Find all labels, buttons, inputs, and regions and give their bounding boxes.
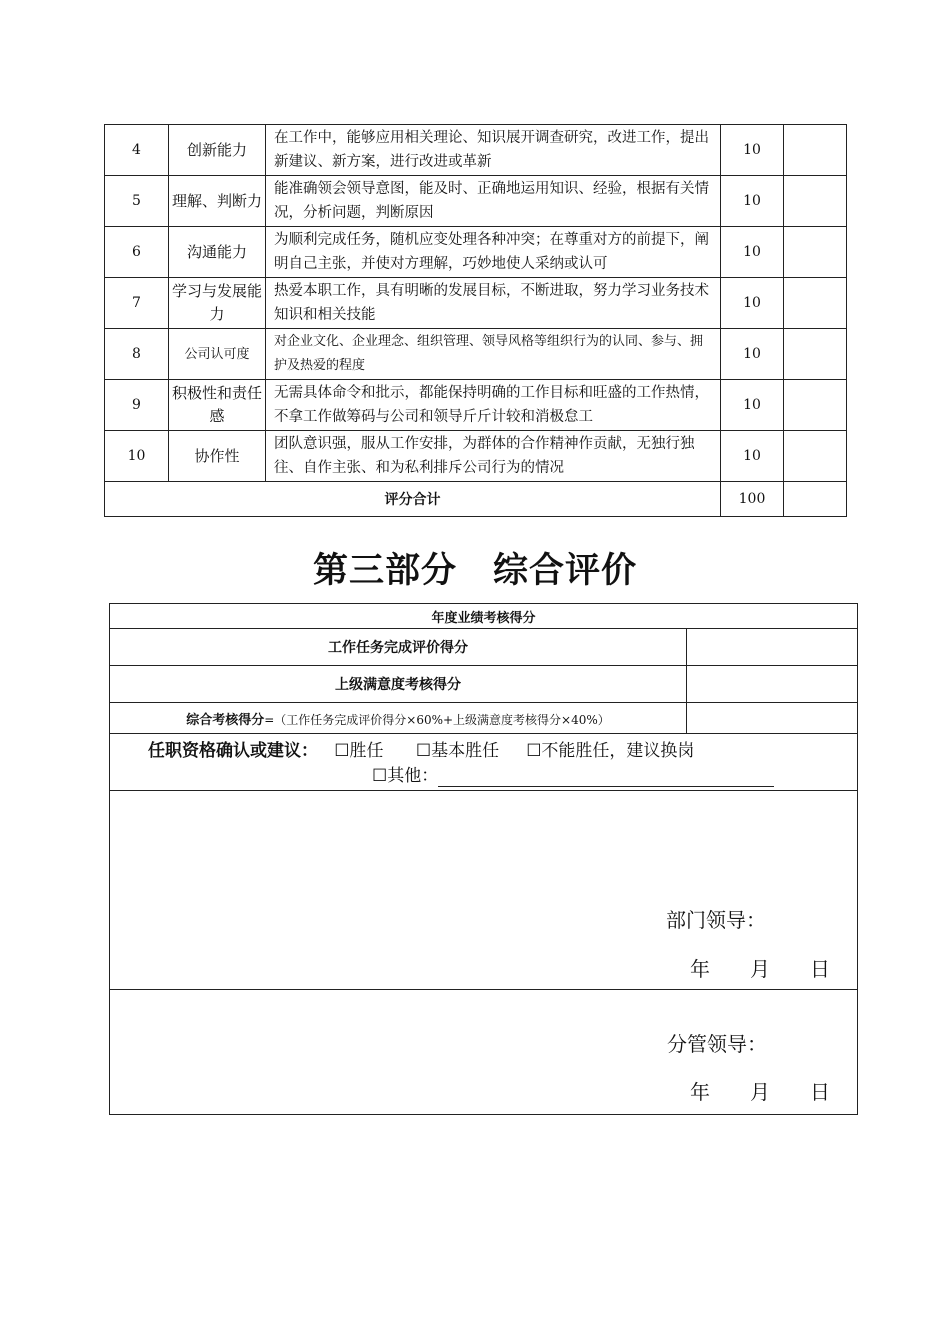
score-entry-cell[interactable] (784, 329, 847, 380)
criterion-description: 无需具体命令和批示，都能保持明确的工作目标和旺盛的工作热情，不拿工作做筹码与公司和领导斤斤计较和消极怠工 (266, 380, 721, 431)
criterion-number: 4 (105, 125, 169, 176)
overall-score-entry-cell[interactable] (687, 703, 858, 734)
total-row (105, 482, 847, 517)
criterion-name: 理解、判断力 (169, 176, 266, 227)
criterion-name: 沟通能力 (169, 227, 266, 278)
table-row (105, 329, 847, 380)
criterion-number: 9 (105, 380, 169, 431)
score-entry-cell[interactable] (784, 380, 847, 431)
total-label: 评分合计 (105, 482, 721, 517)
table-row (105, 278, 847, 329)
score-entry-cell[interactable] (784, 125, 847, 176)
overall-evaluation-table (109, 603, 858, 1115)
task-score-label: 工作任务完成评价得分 (110, 629, 687, 666)
ability-criteria-table (104, 124, 847, 517)
table-row (105, 431, 847, 482)
overall-score-formula-text: =（工作任务完成评价得分×60%+上级满意度考核得分×40%） (264, 712, 610, 727)
total-score-entry-cell[interactable] (784, 482, 847, 517)
score-entry-cell[interactable] (784, 227, 847, 278)
criterion-name: 协作性 (169, 431, 266, 482)
section-title: 第三部分 综合评价 (312, 551, 637, 591)
overall-score-formula (110, 703, 687, 734)
table-row (105, 176, 847, 227)
supervising-leader-label: 分管领导： (667, 1032, 767, 1056)
criterion-description: 在工作中，能够应用相关理论、知识展开调查研究，改进工作，提出新建议、新方案，进行改进或革新 (266, 125, 721, 176)
criterion-number: 10 (105, 431, 169, 482)
criterion-name: 学习与发展能力 (169, 278, 266, 329)
superior-score-label: 上级满意度考核得分 (110, 666, 687, 703)
total-max-score: 100 (721, 482, 784, 517)
option-basically-competent[interactable]: ☐基本胜任 (415, 741, 500, 761)
criterion-max-score: 10 (721, 380, 784, 431)
task-score-entry-cell[interactable] (687, 629, 858, 666)
table-row (105, 125, 847, 176)
criterion-number: 5 (105, 176, 169, 227)
qualification-section (110, 734, 858, 791)
score-entry-cell[interactable] (784, 431, 847, 482)
overall-score-label: 综合考核得分 (186, 712, 265, 728)
criterion-max-score: 10 (721, 176, 784, 227)
score-entry-cell[interactable] (784, 176, 847, 227)
criterion-number: 6 (105, 227, 169, 278)
other-input-line[interactable] (438, 768, 774, 787)
criterion-number: 8 (105, 329, 169, 380)
department-leader-sign-box[interactable] (110, 791, 858, 990)
table-row (105, 380, 847, 431)
department-leader-date: 年 月 日 (690, 957, 830, 981)
option-other[interactable]: ☐其他： (372, 766, 439, 786)
criterion-description: 对企业文化、企业理念、组织管理、领导风格等组织行为的认同、参与、拥护及热爱的程度 (266, 329, 721, 380)
annual-score-header: 年度业绩考核得分 (110, 604, 858, 629)
supervising-leader-date: 年 月 日 (690, 1080, 830, 1104)
criterion-description: 热爱本职工作，具有明晰的发展目标，不断进取，努力学习业务技术知识和相关技能 (266, 278, 721, 329)
option-not-competent[interactable]: ☐不能胜任，建议换岗 (526, 741, 695, 761)
criterion-number: 7 (105, 278, 169, 329)
superior-score-entry-cell[interactable] (687, 666, 858, 703)
criterion-name: 创新能力 (169, 125, 266, 176)
supervising-leader-sign-box[interactable] (110, 990, 858, 1115)
criterion-description: 能准确领会领导意图，能及时、正确地运用知识、经验，根据有关情况，分析问题，判断原因 (266, 176, 721, 227)
criterion-name: 积极性和责任感 (169, 380, 266, 431)
table-row (105, 227, 847, 278)
score-entry-cell[interactable] (784, 278, 847, 329)
department-leader-label: 部门领导： (666, 908, 766, 932)
criterion-max-score: 10 (721, 125, 784, 176)
criterion-name: 公司认可度 (169, 329, 266, 380)
criterion-max-score: 10 (721, 329, 784, 380)
option-competent[interactable]: ☐胜任 (334, 741, 384, 761)
criterion-max-score: 10 (721, 431, 784, 482)
criterion-max-score: 10 (721, 278, 784, 329)
qualification-label: 任职资格确认或建议： (148, 741, 318, 761)
criterion-description: 为顺利完成任务，随机应变处理各种冲突；在尊重对方的前提下，阐明自己主张，并使对方理解，巧妙地使人采纳或认可 (266, 227, 721, 278)
criterion-max-score: 10 (721, 227, 784, 278)
criterion-description: 团队意识强，服从工作安排，为群体的合作精神作贡献，无独行独往、自作主张、和为私利排斥公司行为的情况 (266, 431, 721, 482)
